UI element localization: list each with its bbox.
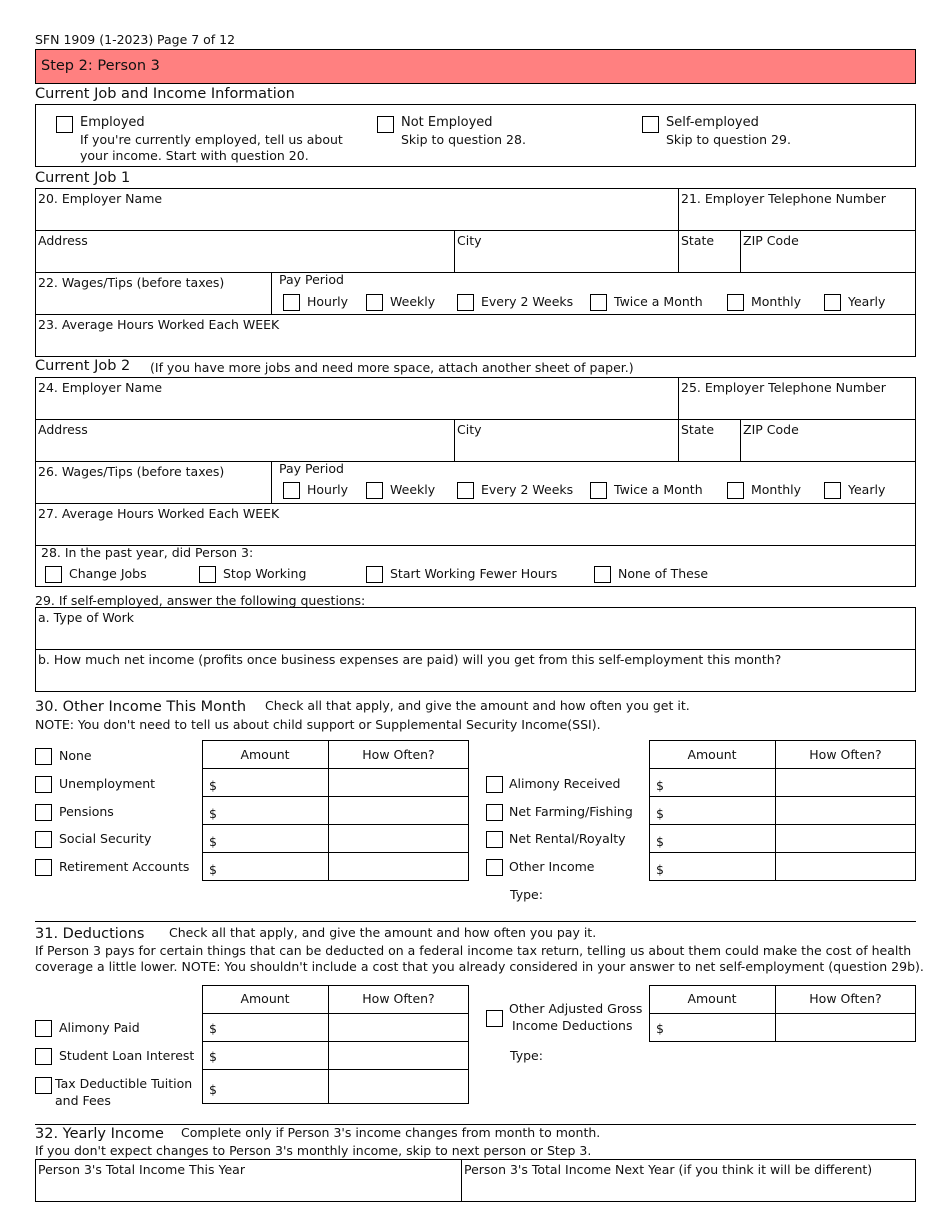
q30-left-how-often-header: How Often? [362, 747, 435, 762]
job2-weekly-label: Weekly [390, 482, 436, 497]
job1-hourly-checkbox[interactable] [283, 294, 300, 311]
dollar-sign: $ [209, 1021, 217, 1036]
employed-label: Employed [80, 115, 145, 130]
job2-hourly-checkbox[interactable] [283, 482, 300, 499]
job2-employer-phone-field[interactable]: 25. Employer Telephone Number [681, 380, 886, 395]
tuition-label-2: and Fees [55, 1093, 111, 1108]
job1-wages-field[interactable]: 22. Wages/Tips (before taxes) [38, 275, 225, 290]
retirement-accounts-checkbox[interactable] [35, 859, 52, 876]
job1-monthly-checkbox[interactable] [727, 294, 744, 311]
q32-note: If you don't expect changes to Person 3's monthly income, skip to next person or Step 3. [35, 1143, 592, 1158]
self-employed-label: Self-employed [666, 115, 759, 130]
pensions-label: Pensions [59, 804, 114, 819]
dollar-sign: $ [209, 862, 217, 877]
step-title: Step 2: Person 3 [41, 58, 160, 74]
job-income-heading: Current Job and Income Information [35, 86, 295, 102]
job1-every-2-weeks-label: Every 2 Weeks [481, 294, 574, 309]
net-rental-checkbox[interactable] [486, 831, 503, 848]
other-income-checkbox[interactable] [486, 859, 503, 876]
income-next-year-field[interactable]: Person 3's Total Income Next Year (if you think it will be different) [464, 1162, 873, 1177]
job2-note: (If you have more jobs and need more space, attach another sheet of paper.) [150, 360, 634, 375]
alimony-paid-label: Alimony Paid [59, 1020, 140, 1035]
dollar-sign: $ [209, 778, 217, 793]
job2-address-field[interactable]: Address [38, 422, 88, 437]
job2-monthly-checkbox[interactable] [727, 482, 744, 499]
none-of-these-checkbox[interactable] [594, 566, 611, 583]
job1-city-field[interactable]: City [457, 233, 482, 248]
other-agi-checkbox[interactable] [486, 1010, 503, 1027]
other-income-label: Other Income [509, 859, 595, 874]
q30-note: NOTE: You don't need to tell us about child support or Supplemental Security Income(SSI). [35, 717, 601, 732]
job1-heading: Current Job 1 [35, 170, 131, 186]
self-employed-note: Skip to question 29. [666, 132, 791, 147]
dollar-sign: $ [656, 806, 664, 821]
q32-heading: 32. Yearly Income [35, 1126, 164, 1142]
q30-right-how-often-header: How Often? [809, 747, 882, 762]
net-rental-label: Net Rental/Royalty [509, 831, 626, 846]
other-agi-type-label: Type: [510, 1048, 543, 1063]
q31-paragraph-1: If Person 3 pays for certain things that can be deducted on a federal income tax return, telling us about them could make the cost of health [35, 943, 912, 958]
employed-note-1: If you're currently employed, tell us about [80, 132, 343, 147]
net-income-field[interactable]: b. How much net income (profits once business expenses are paid) will you get from this self-employment this month? [38, 652, 782, 667]
job1-weekly-checkbox[interactable] [366, 294, 383, 311]
net-farming-checkbox[interactable] [486, 804, 503, 821]
dollar-sign: $ [209, 1082, 217, 1097]
dollar-sign: $ [209, 806, 217, 821]
not-employed-note: Skip to question 28. [401, 132, 526, 147]
job1-zip-field[interactable]: ZIP Code [743, 233, 799, 248]
other-agi-label-2: Income Deductions [512, 1018, 633, 1033]
q28-question: 28. In the past year, did Person 3: [41, 545, 254, 560]
unemployment-checkbox[interactable] [35, 776, 52, 793]
job2-zip-field[interactable]: ZIP Code [743, 422, 799, 437]
q31-left-amount-header: Amount [240, 991, 290, 1006]
job2-city-field[interactable]: City [457, 422, 482, 437]
job1-pay-period-label: Pay Period [279, 272, 344, 287]
step-banner [35, 49, 916, 84]
job1-yearly-label: Yearly [848, 294, 886, 309]
job2-heading: Current Job 2 [35, 358, 131, 374]
retirement-accounts-label: Retirement Accounts [59, 859, 190, 874]
q30-left-amount-header: Amount [240, 747, 290, 762]
fewer-hours-label: Start Working Fewer Hours [390, 566, 558, 581]
q31-instruction: Check all that apply, and give the amount and how often you pay it. [169, 925, 597, 940]
tuition-label-1: Tax Deductible Tuition [55, 1076, 193, 1091]
job1-twice-a-month-label: Twice a Month [614, 294, 703, 309]
q30-heading: 30. Other Income This Month [35, 699, 247, 715]
job2-yearly-checkbox[interactable] [824, 482, 841, 499]
student-loan-label: Student Loan Interest [59, 1048, 195, 1063]
job1-address-field[interactable]: Address [38, 233, 88, 248]
job1-hourly-label: Hourly [307, 294, 348, 309]
job2-yearly-label: Yearly [848, 482, 886, 497]
pensions-checkbox[interactable] [35, 804, 52, 821]
alimony-received-checkbox[interactable] [486, 776, 503, 793]
job1-monthly-label: Monthly [751, 294, 802, 309]
job2-twice-a-month-checkbox[interactable] [590, 482, 607, 499]
job1-hours-field[interactable]: 23. Average Hours Worked Each WEEK [38, 317, 280, 332]
q30-right-amount-header: Amount [687, 747, 737, 762]
net-farming-label: Net Farming/Fishing [509, 804, 633, 819]
job2-wages-field[interactable]: 26. Wages/Tips (before taxes) [38, 464, 225, 479]
change-jobs-label: Change Jobs [69, 566, 147, 581]
employed-note-2: your income. Start with question 20. [80, 148, 309, 163]
job2-state-field[interactable]: State [681, 422, 715, 437]
not-employed-checkbox[interactable] [377, 116, 394, 133]
q31-right-how-often-header: How Often? [809, 991, 882, 1006]
unemployment-label: Unemployment [59, 776, 156, 791]
job2-every-2-weeks-label: Every 2 Weeks [481, 482, 574, 497]
q29-question: 29. If self-employed, answer the following questions: [35, 593, 366, 608]
social-security-label: Social Security [59, 831, 152, 846]
q31-paragraph-2: coverage a little lower. NOTE: You shouldn't include a cost that you already considered in your answer to net self-employment (question 29b). [35, 959, 924, 974]
job1-state-field[interactable]: State [681, 233, 715, 248]
none-income-checkbox[interactable] [35, 748, 52, 765]
job2-employer-name-field[interactable]: 24. Employer Name [38, 380, 163, 395]
job2-monthly-label: Monthly [751, 482, 802, 497]
page-number: Page 7 of 12 [157, 32, 236, 47]
dollar-sign: $ [656, 778, 664, 793]
job1-every-2-weeks-checkbox[interactable] [457, 294, 474, 311]
job2-hourly-label: Hourly [307, 482, 348, 497]
job1-twice-a-month-checkbox[interactable] [590, 294, 607, 311]
job1-employer-name-field[interactable]: 20. Employer Name [38, 191, 163, 206]
q32-instruction: Complete only if Person 3's income changes from month to month. [181, 1125, 601, 1140]
change-jobs-checkbox[interactable] [45, 566, 62, 583]
job1-weekly-label: Weekly [390, 294, 436, 309]
none-of-these-label: None of These [618, 566, 709, 581]
q30-instruction: Check all that apply, and give the amount and how often you get it. [265, 698, 690, 713]
none-income-label: None [59, 748, 92, 763]
job2-weekly-checkbox[interactable] [366, 482, 383, 499]
dollar-sign: $ [209, 1049, 217, 1064]
job1-employer-phone-field[interactable]: 21. Employer Telephone Number [681, 191, 886, 206]
form-id: SFN 1909 (1-2023) [35, 32, 154, 47]
job2-hours-field[interactable]: 27. Average Hours Worked Each WEEK [38, 506, 280, 521]
q31-heading: 31. Deductions [35, 926, 145, 942]
fewer-hours-checkbox[interactable] [366, 566, 383, 583]
alimony-paid-checkbox[interactable] [35, 1020, 52, 1037]
type-of-work-field[interactable]: a. Type of Work [38, 610, 134, 625]
job1-yearly-checkbox[interactable] [824, 294, 841, 311]
dollar-sign: $ [209, 834, 217, 849]
q31-left-how-often-header: How Often? [362, 991, 435, 1006]
dollar-sign: $ [656, 834, 664, 849]
income-this-year-field[interactable]: Person 3's Total Income This Year [38, 1162, 245, 1177]
social-security-checkbox[interactable] [35, 831, 52, 848]
other-income-type-label: Type: [510, 887, 543, 902]
dollar-sign: $ [656, 1021, 664, 1036]
dollar-sign: $ [656, 862, 664, 877]
employed-checkbox[interactable] [56, 116, 73, 133]
self-employed-checkbox[interactable] [642, 116, 659, 133]
q31-right-amount-header: Amount [687, 991, 737, 1006]
not-employed-label: Not Employed [401, 115, 493, 130]
other-agi-label-1: Other Adjusted Gross [509, 1001, 643, 1016]
stop-working-label: Stop Working [223, 566, 307, 581]
alimony-received-label: Alimony Received [509, 776, 621, 791]
job2-every-2-weeks-checkbox[interactable] [457, 482, 474, 499]
job2-pay-period-label: Pay Period [279, 461, 344, 476]
job2-twice-a-month-label: Twice a Month [614, 482, 703, 497]
tuition-checkbox[interactable] [35, 1077, 52, 1094]
student-loan-checkbox[interactable] [35, 1048, 52, 1065]
stop-working-checkbox[interactable] [199, 566, 216, 583]
